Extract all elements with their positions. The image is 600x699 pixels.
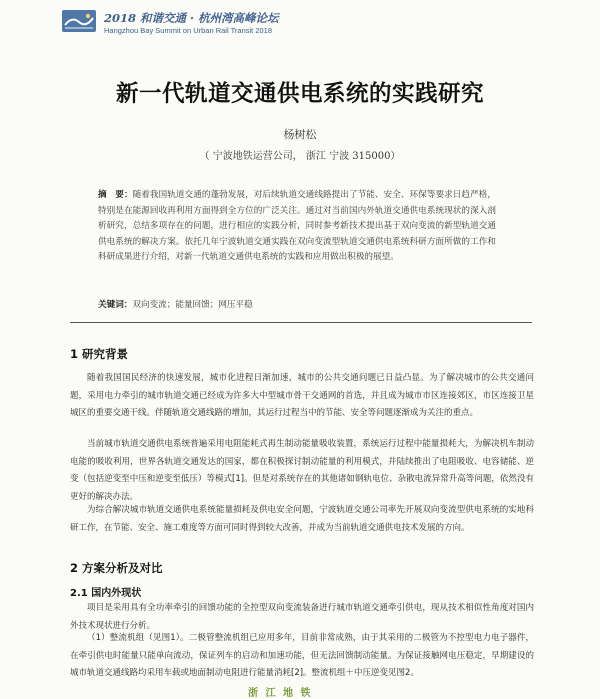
conference-header — [0, 0, 600, 46]
footer-watermark: 浙 江 地 铁 — [248, 688, 313, 699]
section-divider — [70, 322, 532, 323]
keywords-label: 关键词： — [98, 300, 133, 310]
abstract-text: 随着我国轨道交通的蓬勃发展，对后续轨道交通线路提出了节能、安全、环保等要求日趋严格，特别是在能源回收再利用方面得到全方位的广泛关注。通过对当前国内外轨道交通供电系统现状的深入剖析研究，总结多项存在的问题，进行相应的实践分析，同时参考新技术提出基于双向变流的新型轨道交通供电系统的解决方案。依托几年宁波轨道交通实践在双向变流型轨道交通供电系统科研方面所做的工作和科研成果进行介绍，对新一代轨道交通供电系统的实践和应用做出积极的展望。 — [98, 190, 496, 262]
conference-logo-icon — [62, 10, 96, 32]
paragraph-background: 随着我国国民经济的快速发展，城市化进程日渐加速，城市的公共交通问题已日益凸显。为了解决城市的公共交通问题，采用电力牵引的城市轨道交通已经成为许多大中型城市骨干交通网的首选，并且成为城市市区连接郊区，市区连接卫星城区的重要交通干线。伴随轨道交通线路的增加，其运行过程当中的节能、安全等问题逐渐成为关注的重点。 — [70, 373, 534, 418]
conference-title-cn: 2018 和谐交通 · 杭州湾高峰论坛 — [104, 11, 279, 25]
keywords-text: 双向变流；能量回馈；网压平稳 — [132, 300, 253, 310]
author-affiliation: （ 宁波地铁运营公司， 浙江 宁波 315000） — [199, 151, 401, 162]
author-name: 杨树松 — [283, 128, 317, 141]
paper-title: 新一代轨道交通供电系统的实践研究 — [115, 81, 484, 107]
conference-title-en: Hangzhou Bay Summit on Urban Rail Transit 2018 — [104, 26, 273, 35]
section-heading-scheme: 2 方案分析及对比 — [70, 561, 163, 575]
subsection-heading-status: 2.1 国内外现状 — [70, 588, 142, 599]
paragraph-rectifier-unit: （1）整流机组（见图1）。二极管整流机组已应用多年，目前非常成熟，由于其采用的二极管为不控型电力电子器件，在牵引供电时能量只能单向流动，保证列车的启动和加速功能，但无法回馈制动能量。为保证接触网电压稳定，早期建设的城市轨道交通线路均采用车载或地面制动电阻进行能量消耗[2]。整流机组＋中压逆变见图2。 — [70, 633, 534, 678]
keywords — [98, 298, 496, 310]
paragraph-status-intro: 项目是采用具有全功率牵引的回馈功能的全控型双向变流装备进行城市轨道交通牵引供电，现从技术相似性角度对国内外技术现状进行分析。 — [70, 603, 534, 631]
paragraph-ningbo-research: 为综合解决城市轨道交通供电系统能量损耗及供电安全问题，宁波轨道交通公司率先开展双向变流型供电系统的实地科研工作，在节能、安全、施工难度等方面可同时得到较大改善，并成为当前轨道交通供电技术发展的方向。 — [70, 505, 534, 533]
abstract — [98, 188, 496, 266]
paragraph-energy-recovery: 当前城市轨道交通供电系统普遍采用电阻能耗式再生制动能量吸收装置，系统运行过程中能量损耗大，为解决机车制动电能的吸收利用，世界各轨道交通发达的国家，都在积极探讨制动能量的利用模式，并陆续推出了电阻吸收、电容储能、逆变（包括逆变至中压和逆变至低压）等模式[1]。但是对系统存在的其他诸如钢轨电位、杂散电流异常升高等问题，依然没有更好的解决办法。 — [70, 439, 534, 502]
section-heading-background: 1 研究背景 — [70, 347, 129, 361]
abstract-label: 摘 要： — [98, 190, 133, 200]
